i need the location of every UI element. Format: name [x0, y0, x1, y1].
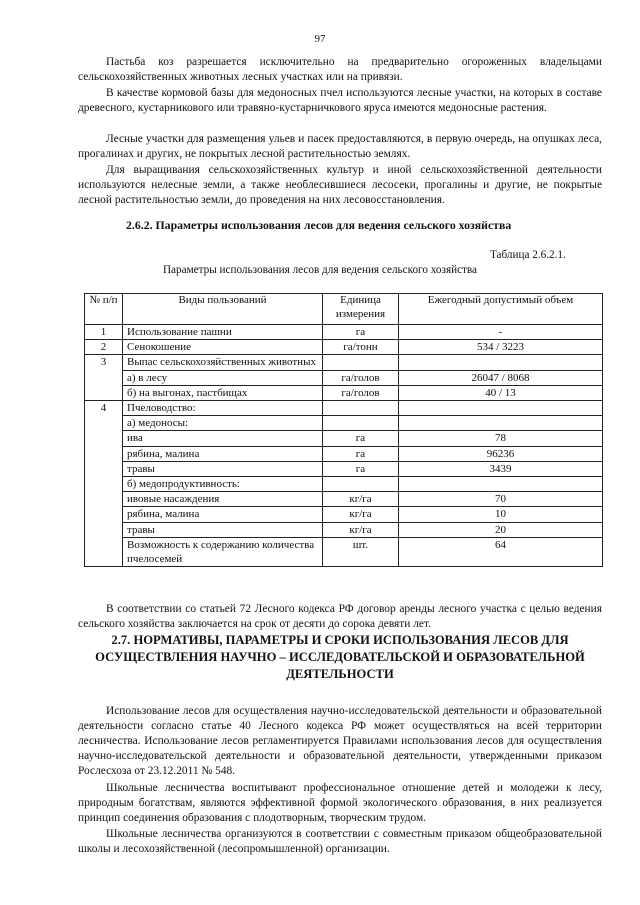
cell-num: 1 — [85, 325, 123, 340]
cell-volume: 3439 — [399, 461, 603, 476]
paragraph: Школьные лесничества воспитывают профессиональное отношение детей и молодежи к лесу, природным богатствам, являются эффективной формой экологического образования, в них реализуется принцип соединения образования с плодотворным, творческим трудом. — [78, 782, 602, 824]
table-row — [85, 355, 603, 370]
table-row — [85, 477, 603, 492]
cell-volume: 40 / 13 — [399, 385, 603, 400]
table-row — [85, 401, 603, 416]
cell-unit — [323, 401, 399, 416]
header-unit: Единица измерения — [323, 294, 399, 325]
cell-type: Сенокошение — [123, 340, 323, 355]
cell-volume — [399, 401, 603, 416]
cell-unit: кг/га — [323, 492, 399, 507]
cell-type: б) медопродуктивность: — [123, 477, 323, 492]
cell-type: ивовые насаждения — [123, 492, 323, 507]
paragraph: В качестве кормовой базы для медоносных пчел используются лесные участки, на которых в составе древесного, кустарникового или травяно-кустарничкового яруса имеются медоносные растения. — [78, 87, 602, 115]
table-row — [85, 416, 603, 431]
header-num: № п/п — [85, 294, 123, 325]
cell-unit: га/тонн — [323, 340, 399, 355]
cell-unit: га/голов — [323, 370, 399, 385]
cell-unit: га — [323, 461, 399, 476]
paragraph: Для выращивания сельскохозяйственных культур и иной сельскохозяйственной деятельности используются нелесные земли, а также необлесившиеся лесосеки, прогалины и другие, не покрытые лесной растительностью земли, до проведения на них лесовосстановления. — [78, 164, 602, 207]
cell-volume: 78 — [399, 431, 603, 446]
cell-unit: га/голов — [323, 385, 399, 400]
table-row — [85, 537, 603, 566]
table-row — [85, 431, 603, 446]
table-row — [85, 385, 603, 400]
table-row — [85, 461, 603, 476]
cell-volume: - — [399, 325, 603, 340]
cell-volume: 534 / 3223 — [399, 340, 603, 355]
table-caption: Параметры использования лесов для ведения сельского хозяйства — [162, 264, 478, 276]
cell-type: травы — [123, 522, 323, 537]
table-row — [85, 340, 603, 355]
cell-unit — [323, 416, 399, 431]
paragraph: Школьные лесничества организуются в соответствии с совместным приказом общеобразовательной школы и лесохозяйственной (лесопромышленной) организации. — [78, 828, 602, 855]
page-number: 97 — [314, 33, 326, 45]
cell-unit — [323, 355, 399, 370]
cell-unit: кг/га — [323, 507, 399, 522]
paragraph: Использование лесов для осуществления научно-исследовательской деятельности и образовательной деятельности согласно статье 40 Лесного кодекса РФ может осуществляться на всей территории лесничества. Использование лесов регламентируется Правилами использования лесов для осуществления научно-исследовательской деятельности и образовательной деятельности, утвержденными приказом Рослесхоза от 23.12.2011 № 548. — [78, 705, 602, 777]
cell-type: Использование пашни — [123, 325, 323, 340]
cell-volume: 96236 — [399, 446, 603, 461]
table-row — [85, 370, 603, 385]
cell-type: ива — [123, 431, 323, 446]
cell-volume: 26047 / 8068 — [399, 370, 603, 385]
cell-unit: кг/га — [323, 522, 399, 537]
cell-type: а) медоносы: — [123, 416, 323, 431]
cell-type: Пчеловодство: — [123, 401, 323, 416]
cell-type: рябина, малина — [123, 507, 323, 522]
cell-volume — [399, 355, 603, 370]
table-header-row — [85, 294, 603, 325]
table-row — [85, 507, 603, 522]
cell-volume: 70 — [399, 492, 603, 507]
cell-num: 4 — [85, 401, 123, 567]
cell-unit: шт. — [323, 537, 399, 566]
cell-volume — [399, 416, 603, 431]
table-row — [85, 325, 603, 340]
cell-num: 2 — [85, 340, 123, 355]
cell-unit: га — [323, 325, 399, 340]
header-volume: Ежегодный допустимый объем — [399, 294, 603, 325]
cell-num: 3 — [85, 355, 123, 401]
paragraph: В соответствии со статьей 72 Лесного кодекса РФ договор аренды лесного участка с целью ведения сельского хозяйства заключается на срок от десяти до сорока девяти лет. — [78, 603, 602, 631]
cell-volume — [399, 477, 603, 492]
cell-type: Возможность к содержанию количества пчелосемей — [123, 537, 323, 566]
table-row — [85, 522, 603, 537]
cell-volume: 64 — [399, 537, 603, 566]
cell-unit — [323, 477, 399, 492]
cell-unit: га — [323, 431, 399, 446]
parameters-table — [84, 293, 603, 567]
cell-unit: га — [323, 446, 399, 461]
chapter-heading: 2.7. НОРМАТИВЫ, ПАРАМЕТРЫ И СРОКИ ИСПОЛЬЗОВАНИЯ ЛЕСОВ ДЛЯ ОСУЩЕСТВЛЕНИЯ НАУЧНО – ИССЛЕДОВАТЕЛЬСКОЙ И ОБРАЗОВАТЕЛЬНОЙ ДЕЯТЕЛЬНОСТИ — [95, 633, 585, 681]
table-number: Таблица 2.6.2.1. — [490, 249, 566, 261]
header-type: Виды пользований — [123, 294, 323, 325]
paragraph: Лесные участки для размещения ульев и пасек предоставляются, в первую очередь, на опушках леса, прогалинах и других, не покрытых лесной растительностью землях. — [78, 133, 602, 161]
cell-volume: 20 — [399, 522, 603, 537]
table-row — [85, 492, 603, 507]
cell-volume: 10 — [399, 507, 603, 522]
cell-type: б) на выгонах, пастбищах — [123, 385, 323, 400]
paragraph: Пастьба коз разрешается исключительно на предварительно огороженных владельцами сельскохозяйственных животных лесных участках или на привязи. — [78, 56, 602, 84]
cell-type: а) в лесу — [123, 370, 323, 385]
cell-type: рябина, малина — [123, 446, 323, 461]
cell-type: травы — [123, 461, 323, 476]
section-heading: 2.6.2. Параметры использования лесов для ведения сельского хозяйства — [126, 218, 512, 232]
cell-type: Выпас сельскохозяйственных животных — [123, 355, 323, 370]
table-row — [85, 446, 603, 461]
